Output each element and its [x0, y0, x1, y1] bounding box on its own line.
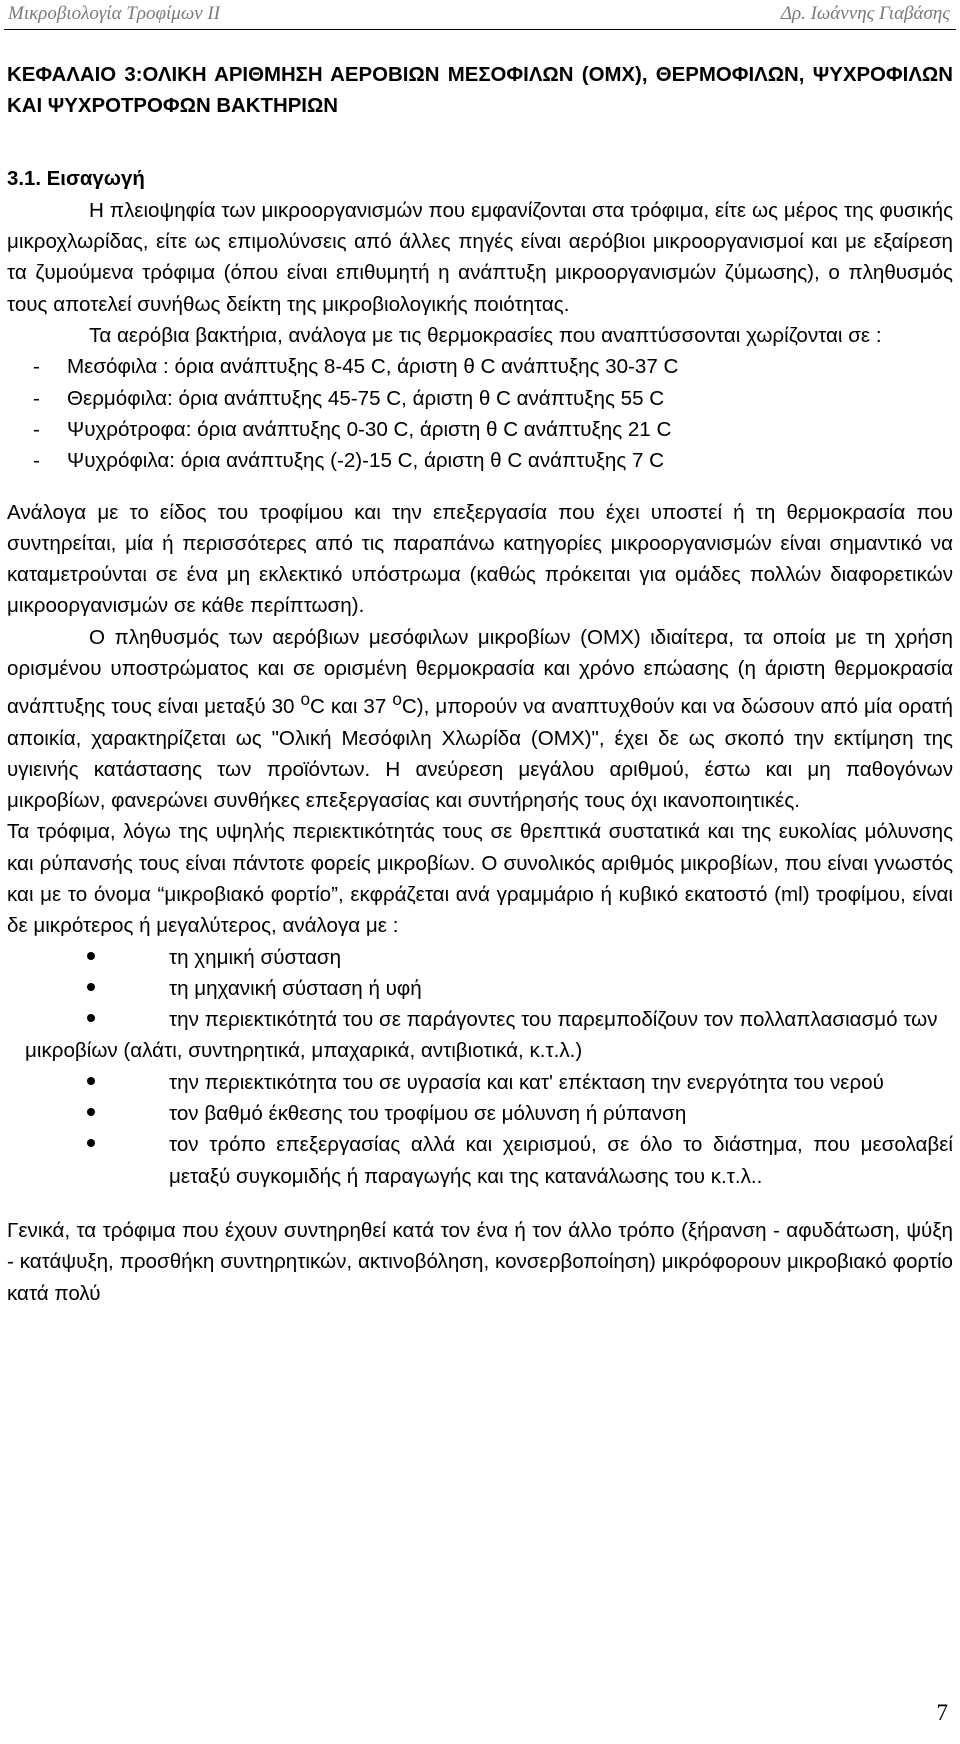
general-paragraph: Γενικά, τα τρόφιμα που έχουν συντηρηθεί κατά τον ένα ή τον άλλο τρόπο (ξήρανση - αφυδάτωση, ψύξη - κατάψυξη, προσθήκη συντηρητικών, ακτινοβόληση, κονσερβοποίηση) μικρόφορουν μικροβιακό φορτίο κατά πολύ	[7, 1218, 953, 1305]
list-item	[7, 1129, 953, 1192]
bullet-icon	[7, 1004, 169, 1035]
category-text: Ψυχρόφιλα: όρια ανάπτυξης (-2)-15 C, άριστη θ C ανάπτυξης 7 C	[67, 449, 665, 473]
bullet-icon	[7, 942, 169, 973]
list-item	[7, 942, 953, 973]
list-continuation: μικροβίων (αλάτι, συντηρητικά, μπαχαρικά, αντιβιοτικά, κ.τ.λ.)	[25, 1039, 583, 1063]
category-text: Θερμόφιλα: όρια ανάπτυξης 45-75 C, άριστη θ C ανάπτυξης 55 C	[67, 386, 665, 410]
dash-marker: -	[33, 449, 40, 473]
category-text: Μεσόφιλα : όρια ανάπτυξης 8-45 C, άριστη θ C ανάπτυξης 30-37 C	[67, 355, 679, 379]
bullet-icon	[7, 1098, 169, 1129]
omx-paragraph	[7, 622, 953, 817]
dash-marker: -	[33, 417, 40, 441]
bacteria-intro-paragraph: Τα αερόβια βακτήρια, ανάλογα με τις θερμοκρασίες που αναπτύσσονται χωρίζονται σε :	[89, 324, 882, 348]
degree-superscript: ο	[392, 689, 402, 710]
list-item	[7, 1098, 953, 1129]
dash-marker: -	[33, 355, 40, 379]
bullet-icon	[7, 1067, 169, 1098]
page-number: 7	[936, 1700, 948, 1725]
omx-text-1: Ο πληθυσμός των αερόβιων μεσόφιλων μικροβίων (ΟΜΧ) ιδιαίτερα, τα οποία με τη χρήση ορισμένου υποστρώματος και σε ορισμένη θερμοκρασία και χρόνο επώασης (η άριστη θερμοκρασία ανάπτυξης τους είναι μεταξύ 30	[7, 625, 953, 719]
list-item	[7, 1004, 953, 1035]
chapter-title: ΚΕΦΑΛΑΙΟ 3:ΟΛΙΚΗ ΑΡΙΘΜΗΣΗ ΑΕΡΟΒΙΩΝ ΜΕΣΟΦΙΛΩΝ (ΟΜΧ), ΘΕΡΜΟΦΙΛΩΝ, ΨΥΧΡΟΦΙΛΩΝ ΚΑΙ ΨΥΧΡΟΤΡΟΦΩΝ ΒΑΚΤΗΡΙΩΝ	[7, 64, 953, 118]
list-item	[7, 1067, 953, 1098]
factor-list	[7, 942, 953, 1192]
list-item-text: την περιεκτικότητα του σε υγρασία και κατ' επέκταση την ενεργότητα του νερού	[169, 1070, 884, 1094]
list-item-text: τη χημική σύσταση	[169, 945, 342, 969]
category-item	[7, 445, 953, 476]
category-item	[7, 383, 953, 414]
category-item	[7, 414, 953, 445]
depending-paragraph: Ανάλογα με το είδος του τροφίμου και την επεξεργασία που έχει υποστεί ή τη θερμοκρασία που συντηρείται, μία ή περισσότερες από τις παραπάνω κατηγορίες μικροοργανισμών είναι σημαντικό να καταμετρούνται σε ένα μη εκλεκτικό υπόστρωμα (καθώς πρόκειται για ομάδες πολλών διαφορετικών μικροοργανισμών σε κάθε περίπτωση).	[7, 500, 953, 618]
section-heading: 3.1. Εισαγωγή	[7, 167, 145, 190]
dash-marker: -	[33, 386, 40, 410]
list-item-text: τη μηχανική σύσταση ή υφή	[169, 976, 422, 1000]
header-author: Δρ. Ιωάννης Γιαβάσης	[780, 3, 950, 24]
intro-paragraph: Η πλειοψηφία των μικροοργανισμών που εμφανίζονται στα τρόφιμα, είτε ως μέρος της φυσικής μικροχλωρίδας, είτε ως επιμολύνσεις από άλλες πηγές είναι αερόβιοι μικροοργανισμοί και με εξαίρεση τα ζυμούμενα τρόφιμα (όπου είναι επιθυμητή η ανάπτυξη μικροοργανισμών ζύμωσης), ο πληθυσμός τους αποτελεί συνήθως δείκτη της μικροβιολογικής ποιότητας.	[7, 198, 953, 316]
list-item	[7, 973, 953, 1004]
foods-paragraph: Τα τρόφιμα, λόγω της υψηλής περιεκτικότητάς τους σε θρεπτικά συστατικά και της ευκολίας μόλυνσης και ρύπανσής τους είναι πάντοτε φορείς μικροβίων. Ο συνολικός αριθμός μικροβίων, που είναι γνωστός και με το όνομα “μικροβιακό φορτίο”, εκφράζεται ανά γραμμάριο ή κυβικό εκατοστό (ml) τροφίμου, είναι δε μικρότερος ή μεγαλύτερος, ανάλογα με :	[7, 820, 953, 938]
category-item	[7, 351, 953, 382]
document-body	[7, 60, 953, 1309]
category-text: Ψυχρότροφα: όρια ανάπτυξης 0-30 C, άριστη θ C ανάπτυξης 21 C	[67, 417, 672, 441]
page-header	[0, 0, 960, 30]
list-item-text: τον βαθμό έκθεσης του τροφίμου σε μόλυνση ή ρύπανση	[169, 1102, 687, 1126]
omx-text-3: C), μπορούν να αναπτυχθούν και να δώσουν από μία ορατή αποικία, χαρακτηρίζεται ως "Ολική Μεσόφιλη Χλωρίδα (ΟΜΧ)", έχει δε ως σκοπό την εκτίμηση της υγιεινής κατάστασης των προϊόντων. Η ανεύρεση μεγάλου αριθμού, έστω και μη παθογόνων μικροβίων, φανερώνει συνθήκες επεξεργασίας και συντήρησής τους όχι ικανοποιητικές.	[7, 695, 954, 813]
header-divider	[4, 29, 956, 30]
bullet-icon	[7, 1129, 169, 1192]
bullet-icon	[7, 973, 169, 1004]
header-course-title: Μικροβιολογία Τροφίμων ΙΙ	[8, 3, 221, 24]
list-item-text: τον τρόπο επεξεργασίας αλλά και χειρισμού, σε όλο το διάστημα, που μεσολαβεί μεταξύ συγκομιδής ή παραγωγής και της κατανάλωσης του κ.τ.λ..	[169, 1133, 953, 1188]
omx-text-2: C και 37	[310, 695, 387, 719]
list-item-text: την περιεκτικότητά του σε παράγοντες του παρεμποδίζουν τον πολλαπλασιασμό των	[169, 1008, 938, 1032]
degree-superscript: ο	[300, 689, 311, 710]
